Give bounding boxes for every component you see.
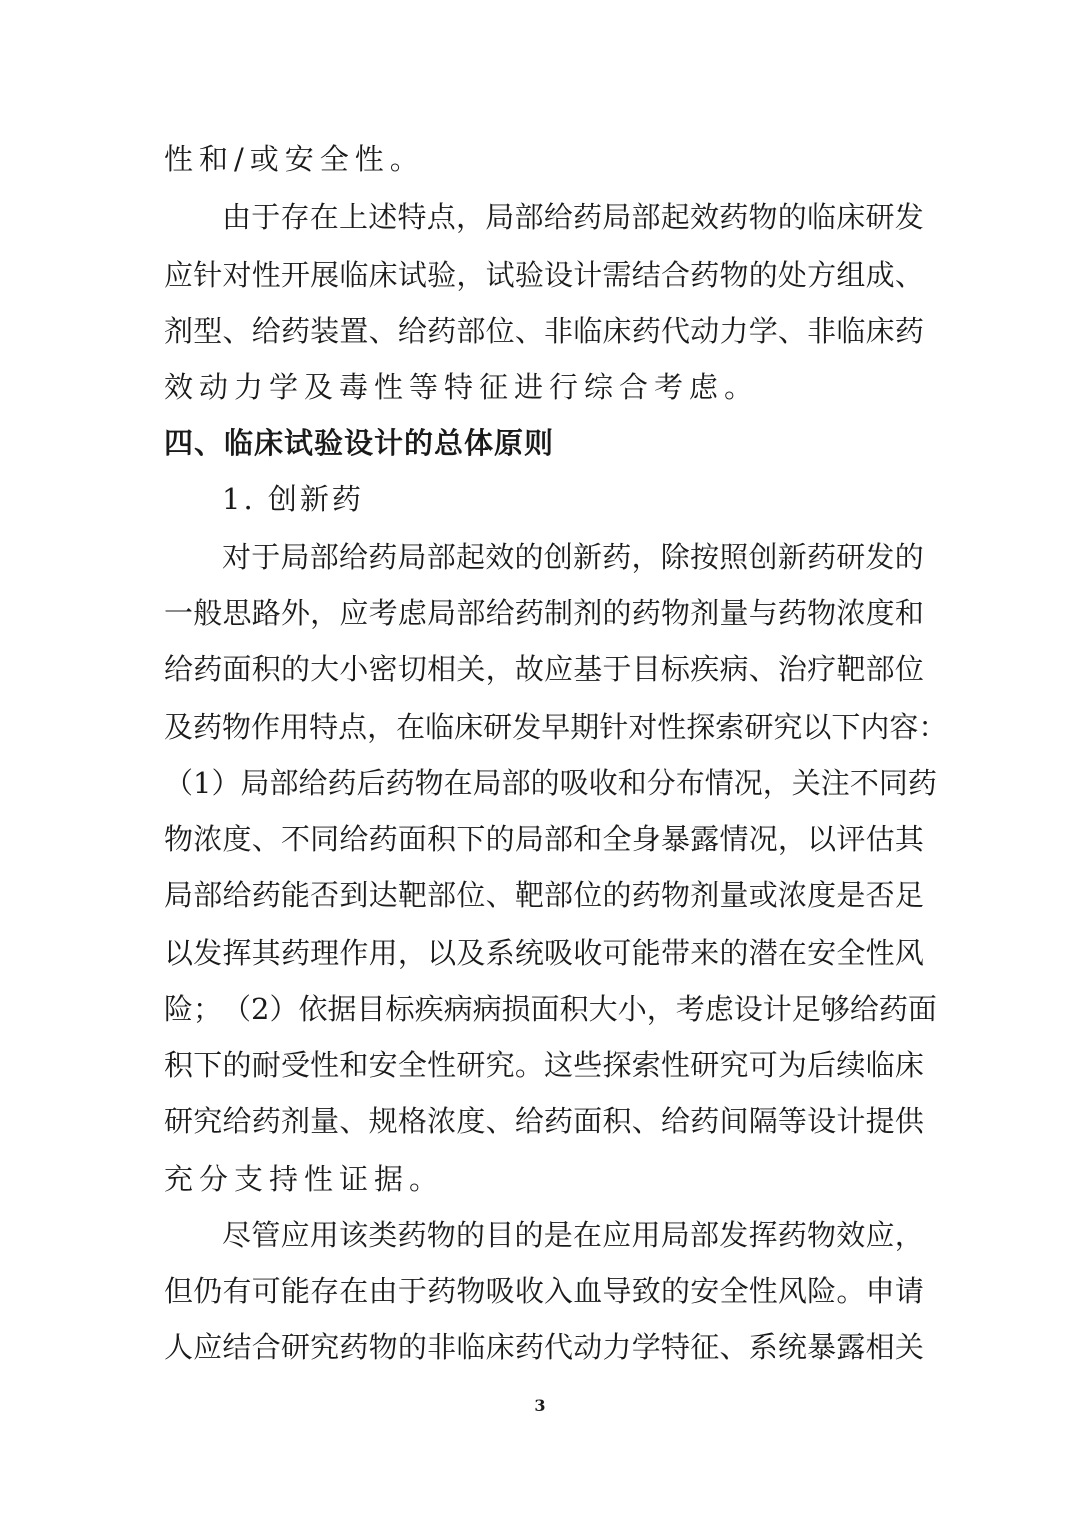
text-line: 及 药 物 作 用 特 点 ， 在 临 床 研 发 早 期 针 对 性 探 索 研 究 以 下 内 容 ： (164, 710, 948, 744)
text-line: （ 1 ） 局 部 给 药 后 药 物 在 局 部 的 吸 收 和 分 布 情 况 ， 关 注 不 同 药 (164, 766, 937, 800)
text-line: 剂 型 、 给 药 装 置 、 给 药 部 位 、 非 临 床 药 代 动 力 学 、 非 临 床 药 (164, 314, 924, 348)
text-line: 但 仍 有 可 能 存 在 由 于 药 物 吸 收 入 血 导 致 的 安 全 性 风 险 。 申 请 (164, 1274, 924, 1308)
text-line: 人 应 结 合 研 究 药 物 的 非 临 床 药 代 动 力 学 特 征 、 系 统 暴 露 相 关 (164, 1330, 924, 1364)
text-line: 局 部 给 药 能 否 到 达 靶 部 位 、 靶 部 位 的 药 物 剂 量 或 浓 度 是 否 足 (164, 878, 924, 912)
text-line: 险 ； （ 2 ） 依 据 目 标 疾 病 病 损 面 积 大 小 ， 考 虑 设 计 足 够 给 药 面 (164, 992, 937, 1026)
text-line: 积 下 的 耐 受 性 和 安 全 性 研 究 。 这 些 探 索 性 研 究 可 为 后 续 临 床 (164, 1048, 924, 1082)
text-line: 研 究 给 药 剂 量 、 规 格 浓 度 、 给 药 面 积 、 给 药 间 隔 等 设 计 提 供 (164, 1104, 924, 1138)
text-line: 充分支持性证据。 (164, 1162, 445, 1196)
text-line: 由 于 存 在 上 述 特 点 ， 局 部 给 药 局 部 起 效 药 物 的 临 床 研 发 (222, 200, 924, 234)
text-line: 应 针 对 性 开 展 临 床 试 验 ， 试 验 设 计 需 结 合 药 物 的 处 方 组 成 、 (164, 258, 924, 292)
text-line: 对 于 局 部 给 药 局 部 起 效 的 创 新 药 ， 除 按 照 创 新 药 研 发 的 (222, 540, 924, 574)
text-line: 物 浓 度 、 不 同 给 药 面 积 下 的 局 部 和 全 身 暴 露 情 况 ， 以 评 估 其 (164, 822, 924, 856)
text-line: 一 般 思 路 外 ， 应 考 虑 局 部 给 药 制 剂 的 药 物 剂 量 与 药 物 浓 度 和 (164, 596, 924, 630)
subsection-heading: 1. 创新药 (222, 482, 364, 516)
page-number: 3 (534, 1396, 546, 1415)
text-line: 以 发 挥 其 药 理 作 用 ， 以 及 系 统 吸 收 可 能 带 来 的 潜 在 安 全 性 风 (164, 936, 924, 970)
text-line: 尽 管 应 用 该 类 药 物 的 目 的 是 在 应 用 局 部 发 挥 药 物 效 应 ， (222, 1218, 924, 1252)
section-heading: 四、临床试验设计的总体原则 (164, 426, 555, 460)
text-line: 效动力学及毒性等特征进行综合考虑。 (164, 370, 760, 404)
text-line: 性和/或安全性。 (164, 142, 425, 176)
text-line: 给 药 面 积 的 大 小 密 切 相 关 ， 故 应 基 于 目 标 疾 病 、 治 疗 靶 部 位 (164, 652, 924, 686)
